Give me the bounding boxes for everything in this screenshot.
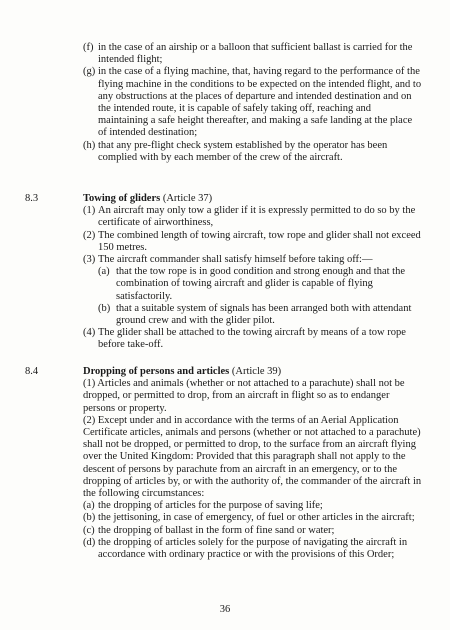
list-item: (g) in the case of a flying machine, that, having regard to the performance of the flying machine in the conditions to be expected on the intended flight, and to any obstructions at the places of departure and intended destination and on the intended route, it is capable of safely taking off, reaching and maintaining a safe height thereafter, and making a safe landing at the place of intended destination; xyxy=(83,66,422,139)
section-number: 8.4 xyxy=(25,366,39,377)
list-item: (c) the dropping of ballast in the form of fine sand or water; xyxy=(83,524,335,536)
list-item: (f) in the case of an airship or a balloon that sufficient ballast is carried for the intended flight; xyxy=(83,42,413,66)
section-towing-of-gliders xyxy=(83,193,423,352)
list-item: (d) the dropping of articles solely for the purpose of navigating the aircraft in accordance with ordinary practice or with the provisions of this Order; xyxy=(83,536,408,561)
sub-list-item: (a) that the tow rope is in good condition and strong enough and that the combination of towing aircraft and glider is capable of flying satisfactorily. xyxy=(98,266,405,302)
page-number: 36 xyxy=(219,604,231,615)
continued-list xyxy=(83,42,423,164)
list-item: (4) The glider shall be attached to the towing aircraft by means of a tow rope before take-off. xyxy=(83,327,406,351)
paragraph: (2) Except under and in accordance with the terms of an Aerial Application Certificate articles, animals and persons (whether or not attached to a parachute) shall not be dropped, or permitted to drop, to the surface from an aircraft flying over the United Kingdom: Provided that this paragraph shall not apply to the descent of persons by parachute from an aircraft in an emergency, or to the dropping of articles by, or with the authority of, the commander of the aircraft in the following circumstances: xyxy=(83,414,422,500)
list-item: (h) that any pre-flight check system established by the operator has been complied with by each member of the crew of the aircraft. xyxy=(83,139,388,163)
list-item: (2) The combined length of towing aircraft, tow rope and glider shall not exceed 150 metres. xyxy=(83,229,421,253)
list-item: (3) The aircraft commander shall satisfy himself before taking off:— xyxy=(83,254,373,266)
section-number: 8.3 xyxy=(25,193,39,204)
section-heading: Dropping of persons and articles (Article 39) xyxy=(83,366,282,377)
paragraph: (1) Articles and animals (whether or not attached to a parachute) shall not be dropped, or permitted to drop, from an aircraft in flight so as to endanger persons or property. xyxy=(83,378,405,414)
section-heading: Towing of gliders (Article 37) xyxy=(83,193,213,204)
list-item: (a) the dropping of articles for the purpose of saving life; xyxy=(83,500,323,512)
list-item: (b) the jettisoning, in case of emergency, of fuel or other articles in the aircraft; xyxy=(83,512,415,524)
list-item: (1) An aircraft may only tow a glider if it is expressly permitted to do so by the certificate of airworthiness, xyxy=(83,205,416,229)
sub-list-item: (b) that a suitable system of signals has been arranged both with attendant ground crew and with the glider pilot. xyxy=(98,302,412,327)
section-dropping-of-persons xyxy=(83,366,423,561)
